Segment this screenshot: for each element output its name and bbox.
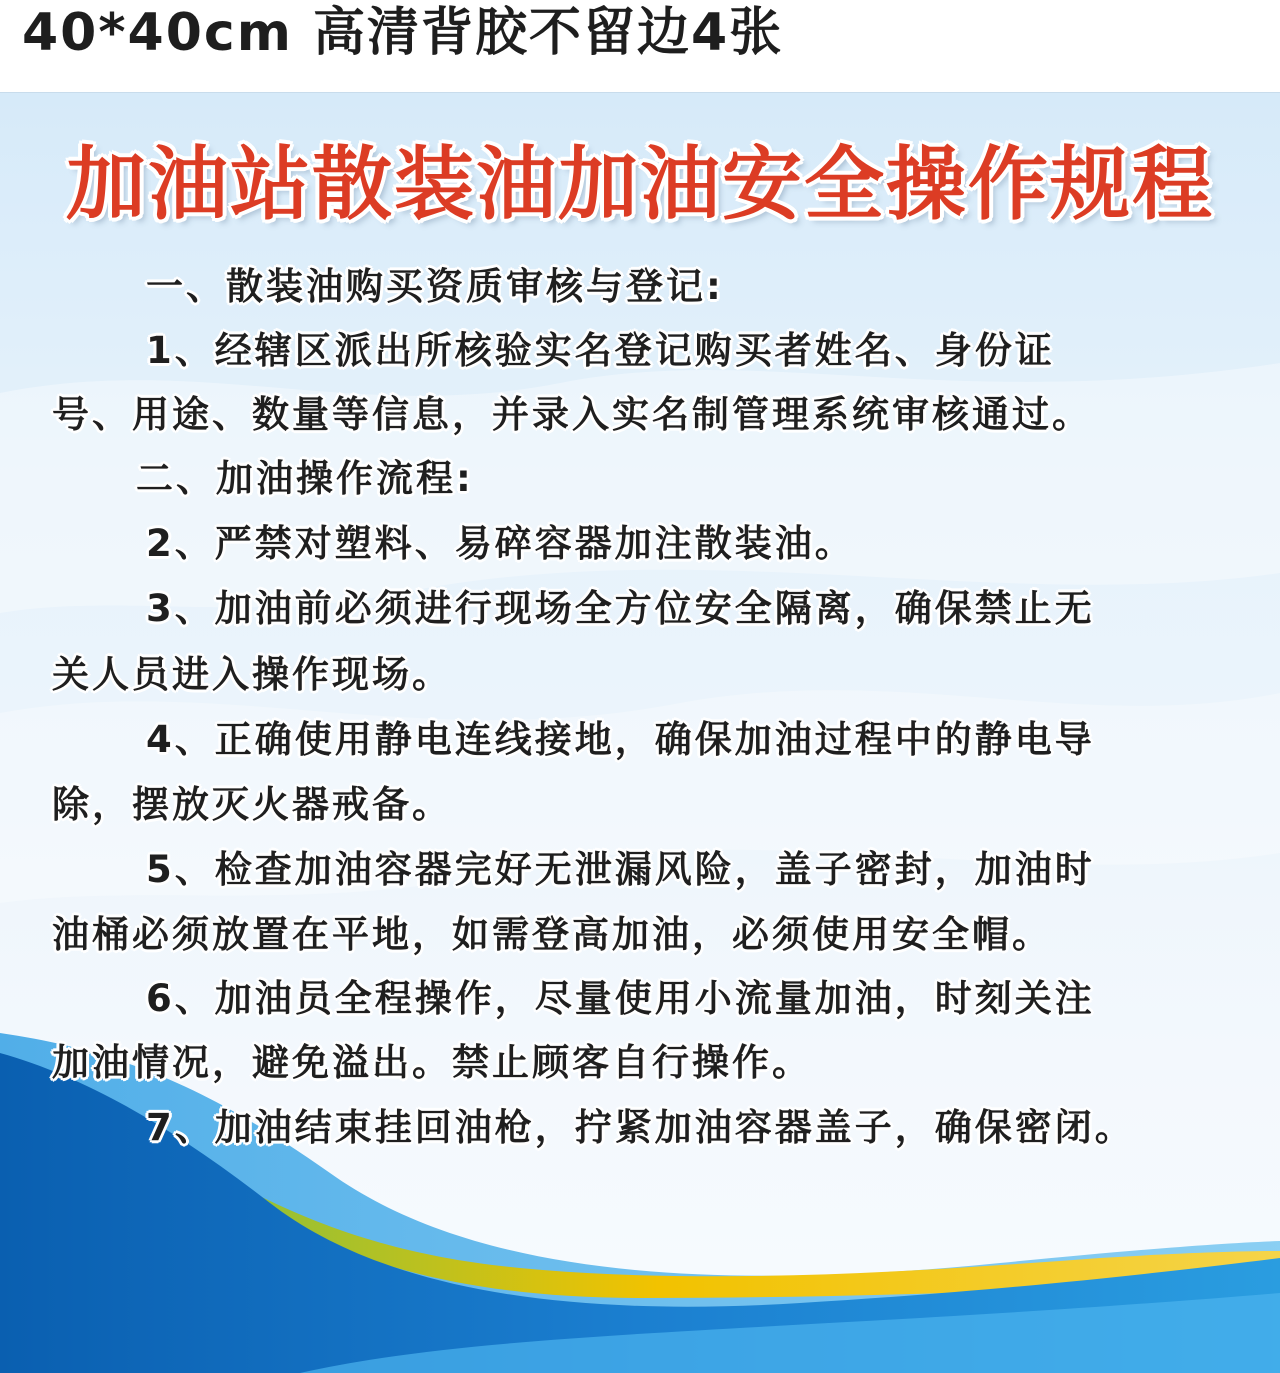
rule-line: 除，摆放灭火器戒备。 [52, 783, 452, 826]
rule-line: 关人员进入操作现场。 [52, 653, 452, 696]
rule-line: 4、正确使用静电连线接地，确保加油过程中的静电导 [146, 718, 1095, 761]
rule-line: 2、严禁对塑料、易碎容器加注散装油。 [146, 522, 855, 565]
section-heading: 二、加油操作流程: [136, 457, 474, 500]
rule-line: 油桶必须放置在平地，如需登高加油，必须使用安全帽。 [52, 913, 1052, 956]
rule-line: 加油情况，避免溢出。禁止顾客自行操作。 [52, 1041, 812, 1084]
poster-title: 加油站散装油加油安全操作规程 [66, 138, 1214, 231]
rule-line: 1、经辖区派出所核验实名登记购买者姓名、身份证 [146, 329, 1055, 372]
rule-line: 6、加油员全程操作，尽量使用小流量加油，时刻关注 [146, 977, 1095, 1020]
poster-content [0, 93, 1280, 1373]
rule-line: 号、用途、数量等信息，并录入实名制管理系统审核通过。 [52, 393, 1092, 436]
rule-line: 3、加油前必须进行现场全方位安全隔离，确保禁止无 [146, 587, 1095, 630]
spec-header [0, 0, 1280, 92]
safety-poster [0, 92, 1280, 1373]
section-heading: 一、散装油购买资质审核与登记: [146, 265, 724, 308]
spec-text: 40*40cm 高清背胶不留边4张 [22, 3, 784, 63]
rule-line: 5、检查加油容器完好无泄漏风险，盖子密封，加油时 [146, 848, 1095, 891]
rule-line: 7、加油结束挂回油枪，拧紧加油容器盖子，确保密闭。 [146, 1106, 1135, 1149]
